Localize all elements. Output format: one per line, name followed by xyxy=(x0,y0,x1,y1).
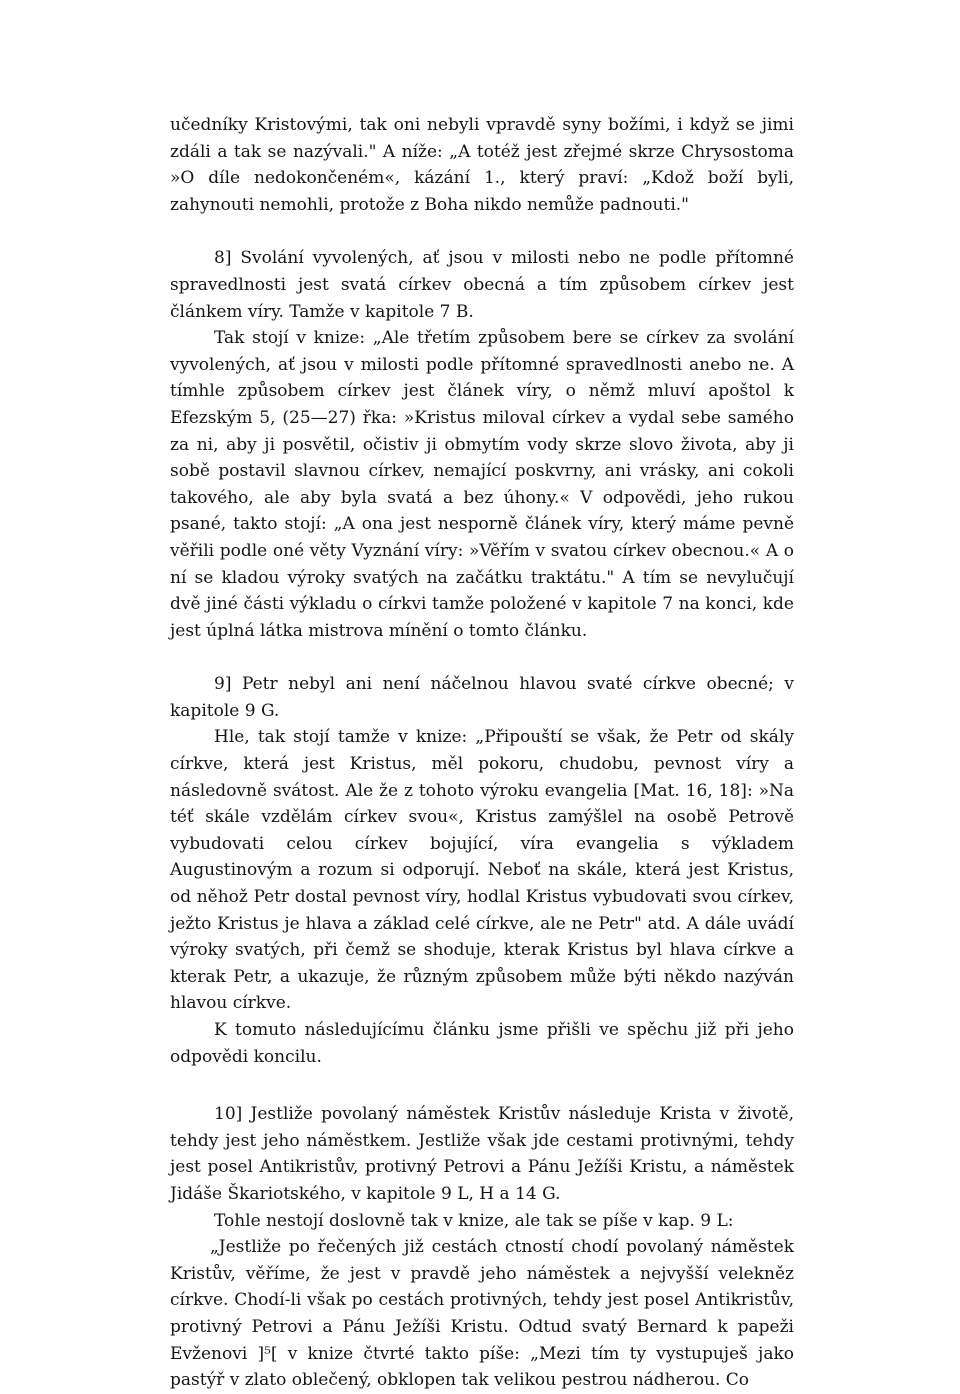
section-gap xyxy=(170,1070,794,1101)
article-10-heading: 10] Jestliže povolaný náměstek Kristův následuje Krista v životě, tehdy jest jeho náměstkem. Jestliže však jde cestami protivnými, tehdy jest posel Antikristův, protivný Petrovi a Pánu Ježíši Kristu, a náměstek Jidáše Škariotského, v kapitole 9 L, H a 14 G. xyxy=(170,1104,794,1204)
document-page xyxy=(170,112,794,1394)
article-9-heading: 9] Petr nebyl ani není náčelnou hlavou svaté církve obecné; v kapitole 9 G. xyxy=(170,674,794,721)
article-10-body: Tohle nestojí doslovně tak v knize, ale tak se píše v kap. 9 L: xyxy=(214,1210,734,1231)
section-gap xyxy=(170,644,794,671)
article-8-heading: 8] Svolání vyvolených, ať jsou v milosti nebo ne podle přítomné spravedlnosti jest svatá církev obecná a tím způsobem církev jest článkem víry. Tamže v kapitole 7 B. xyxy=(170,248,794,322)
paragraph-continuation: učedníky Kristovými, tak oni nebyli vpravdě syny božími, i když se jimi zdáli a tak se nazývali." A níže: „A totéž jest zřejmé skrze Chrysostoma »O díle nedokončeném«, kázání 1., který praví: „Kdož boží byli, zahynouti nemohli, protože z Boha nikdo nemůže padnouti." xyxy=(170,115,794,215)
article-8-body: Tak stojí v knize: „Ale třetím způsobem bere se církev za svolání vyvolených, ať jsou v milosti podle přítomné spravedlnosti anebo ne. A tímhle způsobem církev jest článek víry, o němž mluví apoštol k Efezským 5, (25—27) řka: »Kristus miloval církev a vydal sebe samého za ni, aby ji posvětil, očistiv ji obmytím vody skrze slovo života, aby ji sobě postavil slavnou církev, nemající poskvrny, ani vrásky, ani cokoli takového, ale aby byla svatá a bez úhony.« V odpovědi, jeho rukou psané, takto stojí: „A ona jest nesporně článek víry, který máme pevně věřili podle oné věty Vyznání víry: »Věřím v svatou církev obecnou.« A o ní se kladou výroky svatých na začátku traktátu." A tím se nevylučují dvě jiné části výkladu o církvi tamže položené v kapitole 7 na konci, kde jest úplná látka mistrova mínění o tomto článku. xyxy=(170,328,794,641)
article-10-quote: „Jestliže po řečených již cestách ctností chodí povolaný náměstek Kristův, věříme, že jest v pravdě jeho náměstek a nejvyšší velekněz církve. Chodí-li však po cestách protivných, tehdy jest posel Antikristův, protivný Petrovi a Pánu Ježíši Kristu. Odtud svatý Bernard k papeži Evženovi ]⁵[ v knize čtvrté takto píše: „Mezi tím ty vystupuješ jako pastýř v zlato oblečený, obklopen tak velikou pestrou nádherou. Co xyxy=(170,1237,794,1391)
article-9-body: Hle, tak stojí tamže v knize: „Připouští se však, že Petr od skály církve, která jest Kristus, měl pokoru, chudobu, pevnost víry a následovně svátost. Ale že z tohoto výroku evangelia [Mat. 16, 18]: »Na téť skále vzdělám církev svou«, Kristus zamýšlel na osobě Petrově vybudovati celou církev bojující, víra evangelia s výkladem Augustinovým a rozum si odporují. Neboť na skále, která jest Kristus, od něhož Petr dostal pevnost víry, hodlal Kristus vybudovati svou církev, ježto Kristus je hlava a základ celé církve, ale ne Petr" atd. A dále uvádí výroky svatých, při čemž se shoduje, kterak Kristus byl hlava církve a kterak Petr, a ukazuje, že různým způsobem může býti někdo nazýván hlavou církve. xyxy=(170,727,794,1014)
section-gap xyxy=(170,218,794,245)
article-9-note: K tomuto následujícímu článku jsme přišli ve spěchu již při jeho odpovědi koncilu. xyxy=(170,1020,794,1067)
